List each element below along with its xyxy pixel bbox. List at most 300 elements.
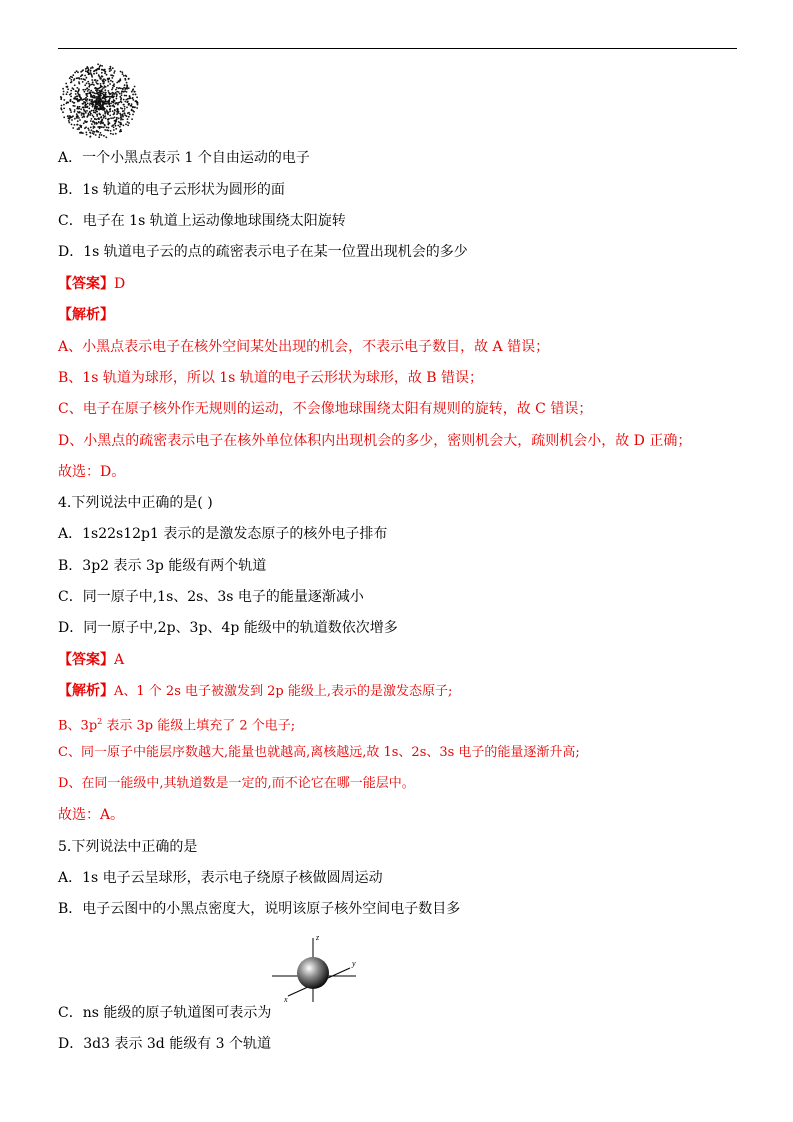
cloud-dot bbox=[119, 126, 121, 128]
cloud-dot bbox=[112, 97, 114, 99]
cloud-dot bbox=[116, 113, 118, 115]
cloud-dot bbox=[120, 97, 122, 99]
cloud-dot bbox=[107, 119, 109, 121]
cloud-dot bbox=[96, 69, 98, 71]
cloud-dot bbox=[68, 120, 70, 122]
cloud-dot bbox=[100, 83, 102, 85]
cloud-dot bbox=[119, 80, 121, 82]
cloud-dot bbox=[135, 94, 137, 96]
cloud-dot bbox=[74, 72, 76, 74]
cloud-dot bbox=[110, 105, 112, 107]
cloud-dot bbox=[132, 88, 134, 90]
cloud-dot bbox=[110, 80, 112, 82]
cloud-dot bbox=[110, 69, 112, 71]
cloud-dot bbox=[77, 71, 79, 73]
cloud-dot bbox=[87, 115, 89, 117]
cloud-dot bbox=[117, 102, 119, 104]
cloud-dot bbox=[131, 91, 133, 93]
cloud-dot bbox=[136, 96, 138, 98]
cloud-dot bbox=[85, 112, 87, 114]
cloud-dot bbox=[63, 93, 65, 95]
cloud-dot bbox=[100, 132, 102, 134]
cloud-dot bbox=[62, 88, 64, 90]
cloud-dot bbox=[86, 66, 88, 68]
q3-option-b: B．1s 轨道的电子云形状为圆形的面 bbox=[58, 182, 285, 198]
cloud-dot bbox=[109, 93, 111, 95]
cloud-dot bbox=[90, 132, 92, 134]
cloud-dot bbox=[93, 70, 95, 72]
cloud-dot bbox=[112, 81, 114, 83]
cloud-dot bbox=[86, 87, 88, 89]
cloud-dot bbox=[101, 134, 103, 136]
y-label: y bbox=[352, 959, 356, 968]
cloud-dot bbox=[77, 120, 79, 122]
cloud-dot bbox=[129, 114, 131, 116]
cloud-dot bbox=[82, 132, 84, 134]
q3-option-a: A．一个小黑点表示 1 个自由运动的电子 bbox=[58, 150, 310, 166]
cloud-dot bbox=[111, 101, 113, 103]
cloud-dot bbox=[109, 83, 111, 85]
cloud-dot bbox=[110, 103, 112, 105]
cloud-dot bbox=[135, 100, 137, 102]
cloud-dot bbox=[91, 118, 93, 120]
answer-label: 【答案】 bbox=[58, 652, 114, 668]
cloud-dot bbox=[100, 89, 102, 91]
cloud-dot bbox=[87, 98, 89, 100]
cloud-dot bbox=[90, 127, 92, 129]
cloud-dot bbox=[90, 84, 92, 86]
cloud-dot bbox=[91, 79, 93, 81]
cloud-dot bbox=[99, 66, 101, 68]
cloud-dot bbox=[111, 95, 113, 97]
cloud-dot bbox=[96, 123, 98, 125]
cloud-dot bbox=[102, 103, 104, 105]
x-label: x bbox=[284, 995, 288, 1004]
cloud-dot bbox=[110, 117, 112, 119]
cloud-dot bbox=[84, 79, 86, 81]
cloud-dot bbox=[99, 93, 101, 95]
cloud-dot bbox=[108, 77, 110, 79]
q3-analysis-c: C、电子在原子核外作无规则的运动，不会像地球围绕太阳有规则的旋转，故 C 错误； bbox=[58, 401, 593, 417]
cloud-dot bbox=[104, 85, 106, 87]
cloud-dot bbox=[82, 81, 84, 83]
cloud-dot bbox=[126, 85, 128, 87]
cloud-dot bbox=[89, 99, 91, 101]
cloud-dot bbox=[88, 69, 90, 71]
cloud-dot bbox=[72, 87, 74, 89]
cloud-dot bbox=[115, 92, 117, 94]
cloud-dot bbox=[92, 66, 94, 68]
cloud-dot bbox=[78, 81, 80, 83]
cloud-dot bbox=[86, 77, 88, 79]
cloud-dot bbox=[89, 104, 91, 106]
cloud-dot bbox=[77, 124, 79, 126]
cloud-dot bbox=[87, 128, 89, 130]
cloud-dot bbox=[106, 96, 108, 98]
cloud-dot bbox=[110, 133, 112, 135]
cloud-dot bbox=[76, 87, 78, 89]
cloud-dot bbox=[72, 115, 74, 117]
cloud-dot bbox=[79, 106, 81, 108]
cloud-dot bbox=[122, 114, 124, 116]
cloud-dot bbox=[71, 124, 73, 126]
cloud-dot bbox=[84, 89, 86, 91]
cloud-dot bbox=[101, 76, 103, 78]
q5-option-d: D．3d3 表示 3d 能级有 3 个轨道 bbox=[58, 1036, 272, 1052]
cloud-dot bbox=[132, 94, 134, 96]
cloud-dot bbox=[84, 91, 86, 93]
cloud-dot bbox=[102, 122, 104, 124]
cloud-dot bbox=[76, 77, 78, 79]
cloud-dot bbox=[90, 67, 92, 69]
cloud-dot bbox=[125, 123, 127, 125]
cloud-dot bbox=[80, 108, 82, 110]
cloud-dot bbox=[96, 72, 98, 74]
cloud-dot bbox=[126, 91, 128, 93]
cloud-dot bbox=[71, 119, 73, 121]
cloud-dot bbox=[107, 124, 109, 126]
cloud-dot bbox=[103, 116, 105, 118]
cloud-dot bbox=[70, 82, 72, 84]
cloud-dot bbox=[116, 98, 118, 100]
cloud-dot bbox=[127, 118, 129, 120]
cloud-dot bbox=[95, 99, 97, 101]
analysis-b-post: 表示 3p 能级上填充了 2 个电子; bbox=[102, 718, 296, 734]
cloud-dot bbox=[92, 83, 94, 85]
cloud-dot bbox=[67, 88, 69, 90]
cloud-dot bbox=[77, 106, 79, 108]
cloud-dot bbox=[67, 115, 69, 117]
cloud-dot bbox=[117, 108, 119, 110]
cloud-dot bbox=[118, 111, 120, 113]
cloud-dot bbox=[105, 118, 107, 120]
cloud-dot bbox=[112, 117, 114, 119]
cloud-dot bbox=[68, 122, 70, 124]
cloud-dot bbox=[92, 81, 94, 83]
cloud-dot bbox=[72, 101, 74, 103]
s-orbital-figure bbox=[268, 930, 362, 1006]
cloud-dot bbox=[67, 91, 69, 93]
cloud-dot bbox=[67, 86, 69, 88]
cloud-dot bbox=[92, 114, 94, 116]
cloud-dot bbox=[70, 111, 72, 113]
cloud-dot bbox=[113, 114, 115, 116]
analysis-b-pre: B、3p bbox=[58, 718, 98, 734]
cloud-dot bbox=[108, 81, 110, 83]
cloud-dot bbox=[128, 122, 130, 124]
cloud-dot bbox=[125, 95, 127, 97]
cloud-dot bbox=[104, 89, 106, 91]
cloud-dot bbox=[63, 116, 65, 118]
cloud-dot bbox=[63, 91, 65, 93]
cloud-dot bbox=[130, 105, 132, 107]
cloud-dot bbox=[97, 93, 99, 95]
cloud-dot bbox=[86, 134, 88, 136]
cloud-dot bbox=[116, 117, 118, 119]
cloud-dot bbox=[94, 79, 96, 81]
cloud-dot bbox=[115, 89, 117, 91]
cloud-dot bbox=[114, 109, 116, 111]
cloud-dot bbox=[70, 79, 72, 81]
cloud-dot bbox=[109, 115, 111, 117]
cloud-dot bbox=[96, 131, 98, 133]
cloud-dot bbox=[97, 126, 99, 128]
cloud-dot bbox=[134, 86, 136, 88]
cloud-dot bbox=[75, 93, 77, 95]
cloud-dot bbox=[86, 110, 88, 112]
cloud-dot bbox=[97, 97, 99, 99]
cloud-dot bbox=[126, 82, 128, 84]
cloud-dot bbox=[72, 127, 74, 129]
cloud-dot bbox=[124, 84, 126, 86]
cloud-dot bbox=[96, 90, 98, 92]
cloud-dot bbox=[96, 111, 98, 113]
cloud-dot bbox=[93, 126, 95, 128]
cloud-dot bbox=[106, 106, 108, 108]
cloud-dot bbox=[94, 92, 96, 94]
cloud-dot bbox=[103, 109, 105, 111]
cloud-dot bbox=[96, 114, 98, 116]
cloud-dot bbox=[83, 116, 85, 118]
cloud-dot bbox=[124, 78, 126, 80]
cloud-dot bbox=[119, 93, 121, 95]
cloud-dot bbox=[128, 103, 130, 105]
cloud-dot bbox=[115, 125, 117, 127]
cloud-dot bbox=[105, 96, 107, 98]
cloud-dot bbox=[84, 75, 86, 77]
cloud-dot bbox=[104, 103, 106, 105]
cloud-dot bbox=[115, 133, 117, 135]
analysis-label: 【解析】 bbox=[58, 683, 114, 699]
cloud-dot bbox=[103, 87, 105, 89]
cloud-dot bbox=[74, 118, 76, 120]
cloud-dot bbox=[133, 106, 135, 108]
cloud-dot bbox=[125, 75, 127, 77]
cloud-dot bbox=[113, 72, 115, 74]
q4-option-a: A．1s22s12p1 表示的是激发态原子的核外电子排布 bbox=[58, 526, 388, 542]
cloud-dot bbox=[99, 127, 101, 129]
cloud-dot bbox=[74, 78, 76, 80]
cloud-dot bbox=[105, 79, 107, 81]
cloud-dot bbox=[82, 89, 84, 91]
cloud-dot bbox=[74, 105, 76, 107]
cloud-dot bbox=[87, 90, 89, 92]
cloud-dot bbox=[118, 91, 120, 93]
q3-option-c: C．电子在 1s 轨道上运动像地球围绕太阳旋转 bbox=[58, 213, 346, 229]
cloud-dot bbox=[97, 131, 99, 133]
cloud-dot bbox=[83, 113, 85, 115]
cloud-dot bbox=[81, 112, 83, 114]
cloud-dot bbox=[97, 118, 99, 120]
cloud-dot bbox=[72, 74, 74, 76]
cloud-dot bbox=[84, 127, 86, 129]
cloud-dot bbox=[102, 100, 104, 102]
cloud-dot bbox=[80, 132, 82, 134]
cloud-dot bbox=[88, 83, 90, 85]
cloud-dot bbox=[124, 113, 126, 115]
q4-option-c: C．同一原子中,1s、2s、3s 电子的能量逐渐减小 bbox=[58, 589, 364, 605]
cloud-dot bbox=[103, 78, 105, 80]
cloud-dot bbox=[113, 129, 115, 131]
cloud-dot bbox=[101, 119, 103, 121]
cloud-dot bbox=[97, 100, 99, 102]
q4-option-d: D．同一原子中,2p、3p、4p 能级中的轨道数依次增多 bbox=[58, 620, 398, 636]
cloud-dot bbox=[78, 83, 80, 85]
cloud-dot bbox=[122, 119, 124, 121]
cloud-dot bbox=[112, 110, 114, 112]
cloud-dot bbox=[90, 120, 92, 122]
cloud-dot bbox=[70, 93, 72, 95]
cloud-dot bbox=[85, 106, 87, 108]
cloud-dot bbox=[126, 107, 128, 109]
q3-analysis-a: A、小黑点表示电子在核外空间某处出现的机会，不表示电子数目，故 A 错误； bbox=[58, 339, 550, 355]
cloud-dot bbox=[121, 108, 123, 110]
cloud-dot bbox=[66, 93, 68, 95]
cloud-dot bbox=[83, 122, 85, 124]
cloud-dot bbox=[91, 96, 93, 98]
cloud-dot bbox=[134, 91, 136, 93]
cloud-dot bbox=[98, 68, 100, 70]
cloud-dot bbox=[116, 96, 118, 98]
cloud-dot bbox=[132, 98, 134, 100]
cloud-dot bbox=[120, 122, 122, 124]
cloud-dot bbox=[121, 92, 123, 94]
cloud-dot bbox=[78, 117, 80, 119]
cloud-dot bbox=[128, 87, 130, 89]
cloud-dot bbox=[114, 70, 116, 72]
cloud-dot bbox=[93, 112, 95, 114]
cloud-dot bbox=[99, 87, 101, 89]
electron-cloud-figure bbox=[58, 62, 140, 140]
cloud-dot bbox=[94, 123, 96, 125]
cloud-dot bbox=[75, 90, 77, 92]
cloud-dot bbox=[132, 106, 134, 108]
cloud-dot bbox=[91, 74, 93, 76]
cloud-dot bbox=[85, 104, 87, 106]
cloud-dot bbox=[80, 125, 82, 127]
cloud-dot bbox=[90, 113, 92, 115]
cloud-dot bbox=[102, 93, 104, 95]
cloud-dot bbox=[94, 118, 96, 120]
cloud-dot bbox=[85, 132, 87, 134]
cloud-dot bbox=[124, 101, 126, 103]
cloud-dot bbox=[95, 105, 97, 107]
cloud-dot bbox=[93, 116, 95, 118]
q3-answer bbox=[58, 274, 125, 294]
cloud-dot bbox=[60, 107, 62, 109]
cloud-dot bbox=[109, 70, 111, 72]
cloud-dot bbox=[102, 83, 104, 85]
cloud-dot bbox=[75, 98, 77, 100]
cloud-dot bbox=[82, 103, 84, 105]
cloud-dot bbox=[122, 110, 124, 112]
cloud-dot bbox=[110, 66, 112, 68]
cloud-dot bbox=[104, 72, 106, 74]
cloud-dot bbox=[127, 124, 129, 126]
cloud-dot bbox=[95, 134, 97, 136]
cloud-dot bbox=[101, 105, 103, 107]
cloud-dot bbox=[93, 133, 95, 135]
cloud-dot bbox=[98, 113, 100, 115]
q4-question: 4.下列说法中正确的是( ) bbox=[58, 495, 213, 511]
cloud-dot bbox=[83, 106, 85, 108]
cloud-dot bbox=[98, 102, 100, 104]
cloud-dot bbox=[63, 104, 65, 106]
answer-value: D bbox=[114, 276, 126, 292]
q4-analysis-d: D、在同一能级中,其轨道数是一定的,而不论它在哪一能层中。 bbox=[58, 776, 415, 791]
cloud-dot bbox=[61, 105, 63, 107]
cloud-dot bbox=[124, 108, 126, 110]
cloud-dot bbox=[102, 114, 104, 116]
cloud-dot bbox=[103, 127, 105, 129]
cloud-dot bbox=[88, 89, 90, 91]
cloud-dot bbox=[69, 77, 71, 79]
cloud-dot bbox=[121, 94, 123, 96]
cloud-dot bbox=[120, 117, 122, 119]
cloud-dot bbox=[106, 74, 108, 76]
cloud-dot bbox=[82, 99, 84, 101]
cloud-dot bbox=[119, 131, 121, 133]
cloud-dot bbox=[109, 68, 111, 70]
z-label: z bbox=[316, 933, 320, 942]
cloud-dot bbox=[103, 107, 105, 109]
answer-label: 【答案】 bbox=[58, 276, 114, 292]
cloud-dot bbox=[74, 102, 76, 104]
cloud-dot bbox=[128, 116, 130, 118]
cloud-dot bbox=[108, 99, 110, 101]
cloud-dot bbox=[117, 125, 119, 127]
cloud-dot bbox=[77, 128, 79, 130]
cloud-dot bbox=[99, 134, 101, 136]
cloud-dot bbox=[121, 71, 123, 73]
cloud-dot bbox=[100, 123, 102, 125]
cloud-dot bbox=[109, 110, 111, 112]
cloud-dot bbox=[112, 67, 114, 69]
cloud-dot bbox=[88, 92, 90, 94]
cloud-dot bbox=[97, 103, 99, 105]
cloud-dot bbox=[80, 71, 82, 73]
cloud-dot bbox=[115, 128, 117, 130]
cloud-dot bbox=[70, 90, 72, 92]
cloud-dot bbox=[130, 97, 132, 99]
cloud-dot bbox=[98, 74, 100, 76]
cloud-dot bbox=[101, 72, 103, 74]
cloud-dot bbox=[110, 130, 112, 132]
cloud-dot bbox=[123, 104, 125, 106]
cloud-dot bbox=[124, 95, 126, 97]
cloud-dot bbox=[76, 70, 78, 72]
cloud-dot bbox=[112, 133, 114, 135]
cloud-dot bbox=[129, 95, 131, 97]
cloud-dot bbox=[114, 120, 116, 122]
cloud-dot bbox=[107, 90, 109, 92]
cloud-dot bbox=[127, 98, 129, 100]
cloud-dot bbox=[132, 114, 134, 116]
q3-option-d: D．1s 轨道电子云的点的疏密表示电子在某一位置出现机会的多少 bbox=[58, 244, 468, 260]
cloud-dot bbox=[104, 113, 106, 115]
cloud-dot bbox=[74, 124, 76, 126]
cloud-dot bbox=[101, 65, 103, 67]
cloud-dot bbox=[69, 100, 71, 102]
cloud-dot bbox=[113, 106, 115, 108]
cloud-dot bbox=[73, 98, 75, 100]
cloud-dot bbox=[125, 87, 127, 89]
cloud-dot bbox=[118, 121, 120, 123]
q4-analysis-b bbox=[58, 712, 295, 736]
cloud-dot bbox=[79, 112, 81, 114]
cloud-dot bbox=[67, 102, 69, 104]
cloud-dot bbox=[107, 130, 109, 132]
